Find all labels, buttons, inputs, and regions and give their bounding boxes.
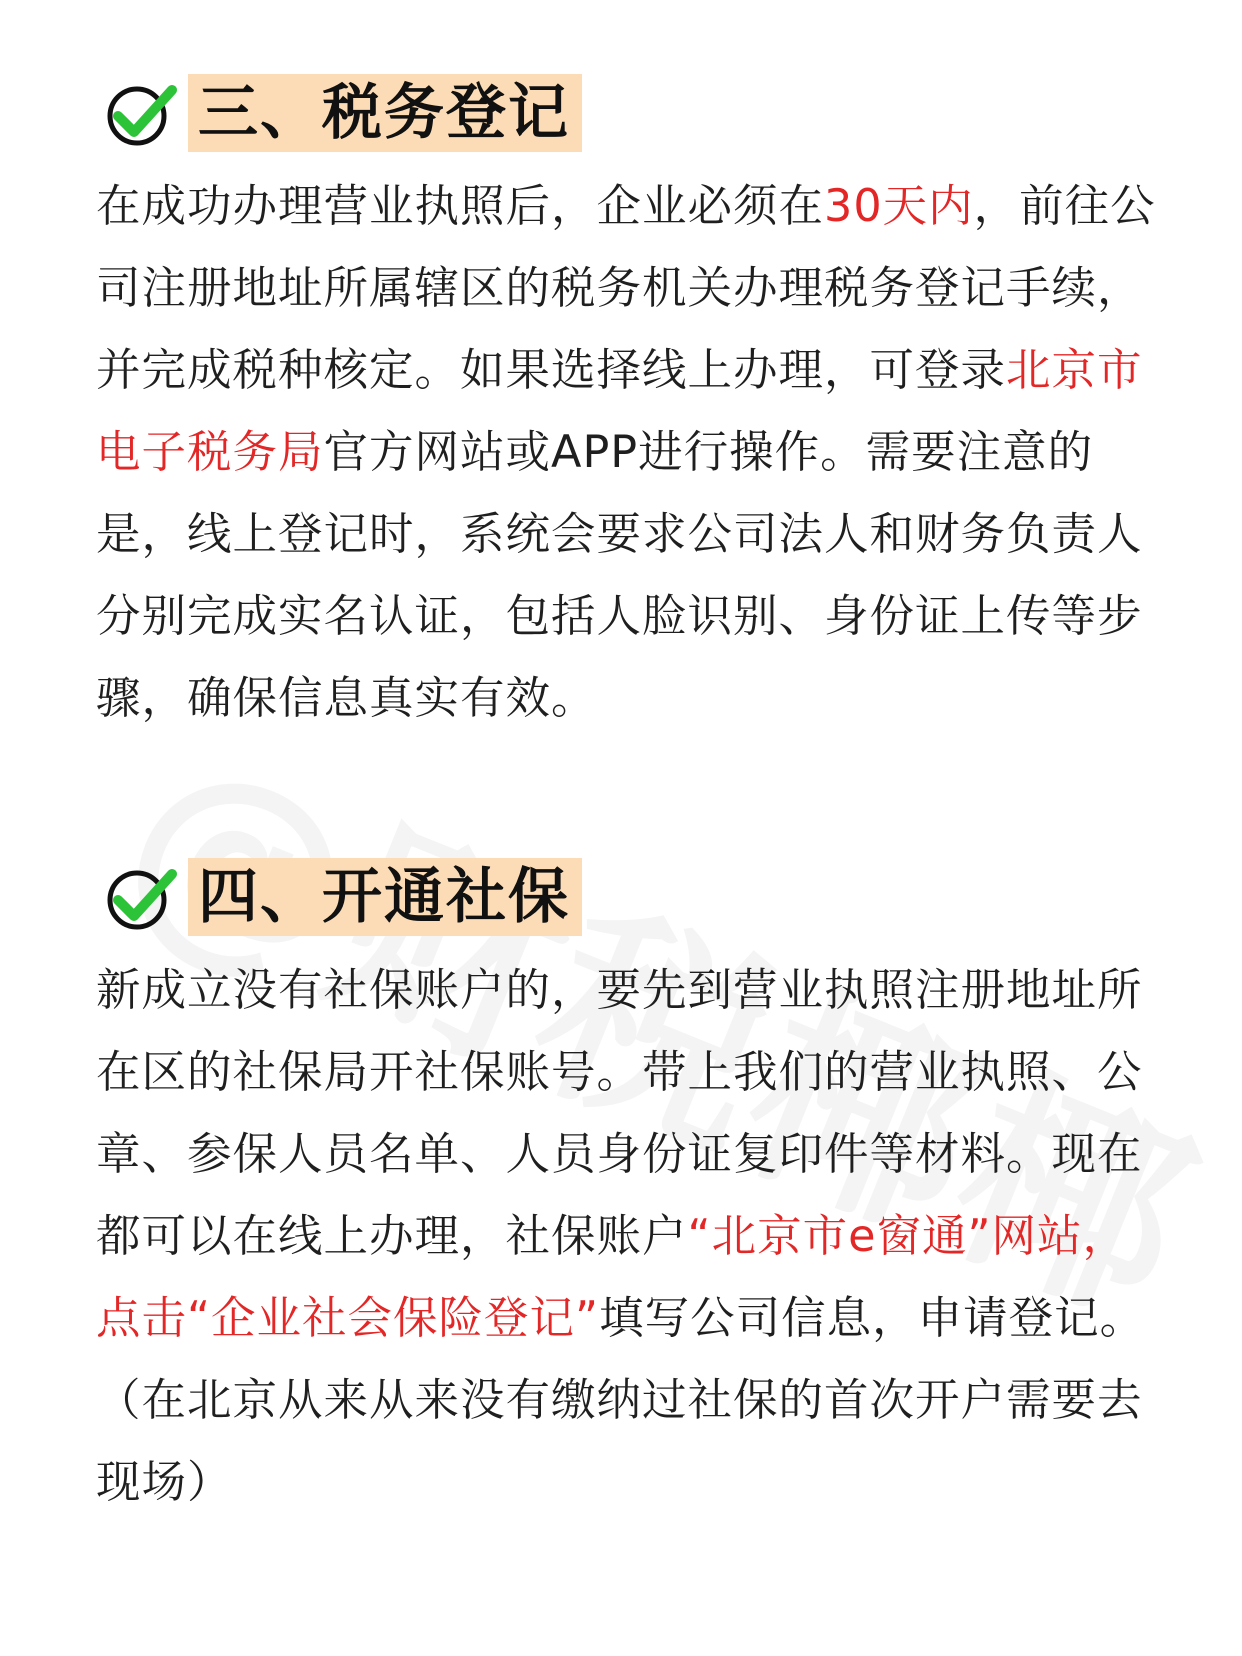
paragraph-text: ，前往公司注册地址所属辖区的税务机关办理税务登记手续，并完成税种核定。如果选择线上办理，可登录: [96, 181, 1156, 396]
section-title: 四、开通社保: [188, 858, 582, 936]
section-paragraph-social-security: [96, 950, 1158, 1524]
paragraph-text: 新成立没有社保账户的，要先到营业执照注册地址所在区的社保局开社保账号。带上我们的营业执照、公章、参保人员名单、人员身份证复印件等材料。现在都可以在线上办理，社保账户: [96, 965, 1143, 1262]
paragraph-text: 官方网站或APP进行操作。需要注意的是，线上登记时，系统会要求公司法人和财务负责人分别完成实名认证，包括人脸识别、身份证上传等步骤，确保信息真实有效。: [96, 427, 1143, 724]
check-circle-icon: [104, 860, 178, 934]
highlight-deadline: 30天内: [824, 181, 974, 232]
section-heading-tax: [104, 74, 582, 152]
highlight-ewindow: “北京市e窗通”网站，点击“企业社会保险登记”: [96, 1211, 1129, 1344]
section-paragraph-tax: [96, 166, 1158, 740]
section-heading-social-security: [104, 858, 582, 936]
highlight-tax-bureau: 北京市电子税务局: [96, 345, 1143, 478]
paragraph-text: 填写公司信息，申请登记。（在北京从来从来没有缴纳过社保的首次开户需要去现场）: [96, 1293, 1146, 1508]
paragraph-text: 在成功办理营业执照后，企业必须在: [96, 181, 825, 232]
section-title: 三、税务登记: [188, 74, 582, 152]
check-circle-icon: [104, 76, 178, 150]
